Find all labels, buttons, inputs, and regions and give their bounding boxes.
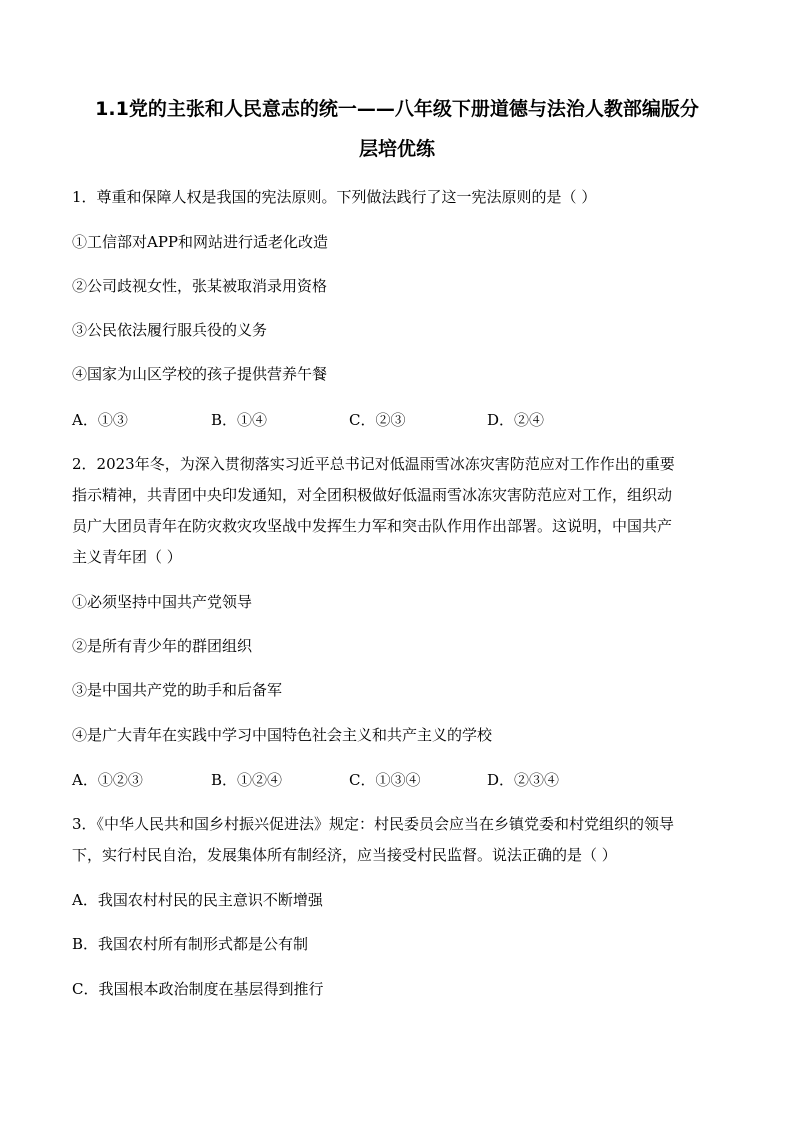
question-2-item-4: ④是广大青年在实践中学习中国特色社会主义和共产主义的学校 [72, 726, 493, 744]
question-1-item-4: ④国家为山区学校的孩子提供营养午餐 [72, 365, 328, 383]
question-2-option-d: D．②③④ [487, 771, 560, 789]
question-2-item-3: ③是中国共产党的助手和后备军 [72, 681, 283, 699]
question-1-options [72, 410, 632, 430]
document-title-line-1: 1.1党的主张和人民意志的统一——八年级下册道德与法治人教部编版分 [95, 98, 699, 120]
question-2-stem-line-2: 指示精神，共青团中央印发通知，对全团积极做好低温雨雪冰冻灾害防范应对工作，组织动 [72, 486, 673, 504]
question-1-option-c: C．②③ [349, 411, 406, 429]
question-1-option-d: D．②④ [487, 411, 545, 429]
question-2-stem-line-4: 主义青年团（ ） [72, 548, 182, 566]
question-1-option-a: A．①③ [72, 411, 128, 429]
question-1-option-b: B．①④ [211, 411, 268, 429]
question-3-option-c: C．我国根本政治制度在基层得到推行 [72, 980, 324, 998]
question-3-stem-line-2: 下，实行村民自治，发展集体所有制经济，应当接受村民监督。说法正确的是（ ） [72, 846, 617, 864]
question-2-option-a: A．①②③ [72, 771, 143, 789]
question-1-item-2: ②公司歧视女性，张某被取消录用资格 [72, 277, 328, 295]
question-1-stem: 1．尊重和保障人权是我国的宪法原则。下列做法践行了这一宪法原则的是（ ） [72, 188, 597, 206]
question-3-option-a: A．我国农村村民的民主意识不断增强 [72, 891, 323, 909]
question-1-item-3: ③公民依法履行服兵役的义务 [72, 321, 268, 339]
question-3-option-b: B．我国农村所有制形式都是公有制 [72, 935, 309, 953]
question-3-stem-line-1: 3．《中华人民共和国乡村振兴促进法》规定：村民委员会应当在乡镇党委和村党组织的领导 [72, 815, 675, 833]
question-2-option-c: C．①③④ [349, 771, 421, 789]
question-2-stem-line-3: 员广大团员青年在防灾救灾攻坚战中发挥生力军和突击队作用作出部署。这说明，中国共产 [72, 517, 673, 535]
question-2-item-2: ②是所有青少年的群团组织 [72, 637, 253, 655]
question-1-item-1: ①工信部对APP和网站进行适老化改造 [72, 233, 329, 251]
question-2-options [72, 770, 632, 790]
document-title-line-2: 层培优练 [358, 138, 435, 160]
question-2-option-b: B．①②④ [211, 771, 283, 789]
question-2-item-1: ①必须坚持中国共产党领导 [72, 593, 253, 611]
question-2-stem-line-1: 2．2023年冬，为深入贯彻落实习近平总书记对低温雨雪冰冻灾害防范应对工作作出的重要 [72, 455, 675, 473]
